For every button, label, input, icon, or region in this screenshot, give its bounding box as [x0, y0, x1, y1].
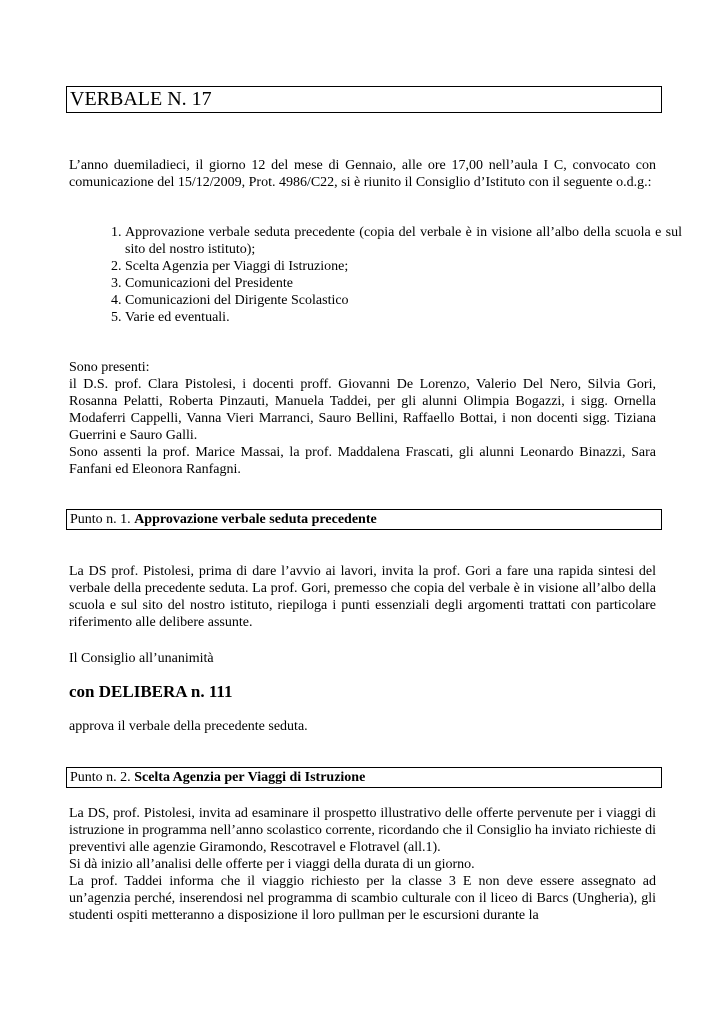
section-title: Approvazione verbale seduta precedente: [134, 512, 377, 527]
outcome-line: [69, 718, 656, 735]
agenda-list: [99, 224, 682, 326]
section-1-text: La DS prof. Pistolesi, prima di dare l’avvio ai lavori, invita la prof. Gori a fare una rapida sintesi del verbale della precedente seduta. La prof. Gori, premesso che copia del verbale è in visione all’albo della scuola e sul sito del nostro istituto, riepiloga i punti essenziali degli argomenti trattati con particolare riferimento alle delibere assunte.: [69, 564, 656, 630]
agenda-item: 1. Approvazione verbale seduta precedente (copia del verbale è in visione all’albo della scuola e sul sito del nostro istituto);: [125, 224, 682, 258]
section-2-body: [69, 805, 656, 924]
agenda-item: 3. Comunicazioni del Presidente: [125, 275, 682, 292]
absent-list: Sono assenti la prof. Marice Massai, la prof. Maddalena Frascati, gli alunni Leonardo Binazzi, Sara Fanfani ed Eleonora Ranfagni.: [69, 445, 656, 477]
page-title: VERBALE N. 17: [66, 86, 662, 113]
section-number: Punto n. 2.: [70, 770, 135, 785]
section-title: Scelta Agenzia per Viaggi di Istruzione: [134, 770, 366, 785]
agenda-item: 2. Scelta Agenzia per Viaggi di Istruzione;: [125, 258, 682, 275]
section-1-body: [69, 563, 656, 631]
outcome-text: approva il verbale della precedente seduta.: [69, 719, 308, 734]
section-2-text: La DS, prof. Pistolesi, invita ad esaminare il prospetto illustrativo delle offerte pervenute per i viaggi di istruzione in programma nell’anno scolastico corrente, ricordando che il Consiglio ha inviato richieste di preventivi alle agenzie Giramondo, Rescotravel e Flotravel (all.1).: [69, 806, 656, 855]
attendance-paragraph: [69, 359, 656, 478]
section-heading-1: [66, 509, 662, 530]
section-number: Punto n. 1.: [70, 512, 135, 527]
delibera-heading: con DELIBERA n. 111: [69, 682, 233, 701]
attendance-heading: Sono presenti:: [69, 360, 150, 375]
intro-text: L’anno duemiladieci, il giorno 12 del mese di Gennaio, alle ore 17,00 nell’aula I C, convocato con comunicazione del 15/12/2009, Prot. 4986/C22, si è riunito il Consiglio d’Istituto con il seguente o.d.g.:: [69, 158, 656, 190]
agenda-item: 4. Comunicazioni del Dirigente Scolastico: [125, 292, 682, 309]
intro-paragraph: [69, 157, 656, 191]
vote-line: [69, 650, 656, 667]
section-2-text: La prof. Taddei informa che il viaggio richiesto per la classe 3 E non deve essere assegnato ad un’agenzia perché, inserendosi nel programma di scambio culturale con il liceo di Barcs (Ungheria), gli studenti ospiti metteranno a disposizione il loro pullman per le escursioni durante la: [69, 874, 656, 923]
vote-text: Il Consiglio all’unanimità: [69, 651, 214, 666]
agenda-item: 5. Varie ed eventuali.: [125, 309, 682, 326]
present-list: il D.S. prof. Clara Pistolesi, i docenti proff. Giovanni De Lorenzo, Valerio Del Nero, Silvia Gori, Rosanna Pelatti, Roberta Pinzauti, Manuela Taddei, per gli alunni Olimpia Bogazzi, i sigg. Ornella Modaferri Cappelli, Vanna Vieri Marranci, Sauro Bellini, Raffaello Bottai, i non docenti sigg. Tiziana Guerrini e Sauro Galli.: [69, 377, 656, 443]
section-2-text: Si dà inizio all’analisi delle offerte per i viaggi della durata di un giorno.: [69, 857, 475, 872]
section-heading-2: [66, 767, 662, 788]
